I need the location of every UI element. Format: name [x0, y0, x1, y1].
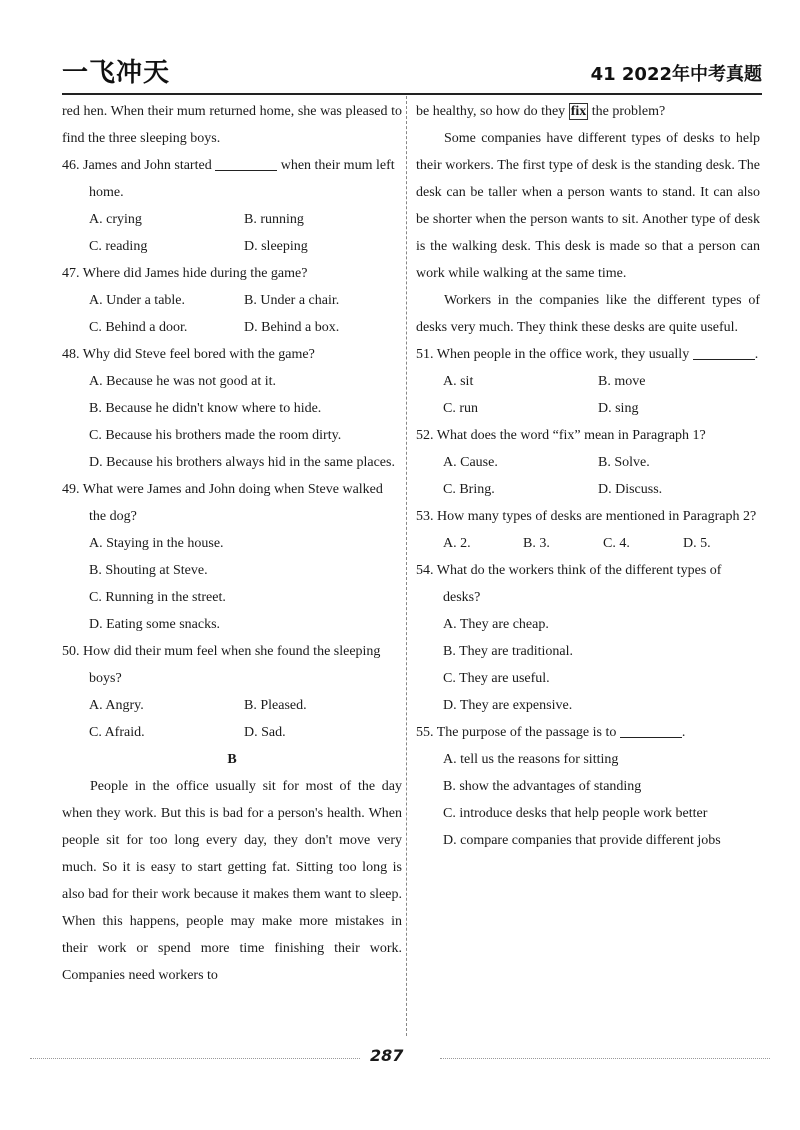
- option: B. They are traditional.: [443, 644, 573, 659]
- option: C. introduce desks that help people work better: [443, 806, 708, 821]
- section-heading: B: [227, 752, 237, 767]
- question-48: 48. Why did Steve feel bored with the game? A. Because he was not good at it. B. Because he didn't know where to hide. C. Because his brothers made the room dirty. D. Because his brothers always hid in the same places.: [62, 341, 402, 476]
- option: C. They are useful.: [443, 671, 550, 686]
- page-header: [62, 50, 762, 94]
- page-number: 287: [370, 1046, 404, 1065]
- option: A. They are cheap.: [443, 617, 549, 632]
- column-divider: [406, 96, 407, 1036]
- option: A. Cause.: [443, 455, 498, 470]
- option: A. Because he was not good at it.: [89, 374, 277, 389]
- header-title: 41 2022年中考真题: [590, 64, 762, 85]
- right-column: [416, 98, 760, 854]
- question-50: 50. How did their mum feel when she found the sleeping boys? A. Angry. B. Pleased. C. Afraid. D. Sad.: [62, 638, 402, 746]
- option: A. 2.: [443, 536, 471, 551]
- option: B. Under a chair.: [244, 293, 340, 308]
- question-54: 54. What do the workers think of the different types of desks? A. They are cheap. B. They are traditional. C. They are useful. D. They are expensive.: [416, 557, 760, 719]
- option: D. sleeping: [244, 239, 308, 254]
- option: A. sit: [443, 374, 474, 389]
- left-column: [62, 98, 402, 989]
- option: C. Because his brothers made the room dirty.: [89, 428, 342, 443]
- option: C. reading: [89, 239, 148, 254]
- option: D. Discuss.: [598, 482, 663, 497]
- passage-b-paragraph-1: People in the office usually sit for most of the day when they work. But this is bad for a person's health. When people sit for too long every day, they don't move very much. So it is easy to start getting fat. Sitting too long is also bad for their work because it makes them want to sleep. When this happens, people may make more mistakes in their work or spend more time finishing their work. Companies need workers to: [62, 779, 402, 983]
- question-52: 52. What does the word “fix” mean in Paragraph 1? A. Cause. B. Solve. C. Bring. D. Discuss.: [416, 422, 760, 503]
- option: C. run: [443, 401, 478, 416]
- footer-rule-right: [440, 1058, 770, 1059]
- brand-logo: 一飞冲天: [62, 58, 171, 88]
- question-55: 55. The purpose of the passage is to . A. tell us the reasons for sitting B. show the advantages of standing C. introduce desks that help people work better D. compare companies that provide different jobs: [416, 719, 760, 854]
- option: C. 4.: [603, 536, 630, 551]
- option: C. Behind a door.: [89, 320, 188, 335]
- option: D. Because his brothers always hid in the same places.: [89, 455, 395, 470]
- highlighted-word: fix: [570, 104, 587, 119]
- option: C. Bring.: [443, 482, 495, 497]
- option: D. compare companies that provide different jobs: [443, 833, 721, 848]
- passage-a-end: red hen. When their mum returned home, she was pleased to find the three sleeping boys.: [62, 104, 402, 146]
- answer-blank: [693, 345, 755, 360]
- option: C. Afraid.: [89, 725, 145, 740]
- question-49: 49. What were James and John doing when Steve walked the dog? A. Staying in the house. B. Shouting at Steve. C. Running in the street. D. Eating some snacks.: [62, 476, 402, 638]
- option: A. Angry.: [89, 698, 144, 713]
- question-53: 53. How many types of desks are mentioned in Paragraph 2? A. 2. B. 3. C. 4. D. 5.: [416, 503, 760, 557]
- question-51: 51. When people in the office work, they usually . A. sit B. move C. run D. sing: [416, 341, 760, 422]
- option: B. Because he didn't know where to hide.: [89, 401, 322, 416]
- passage-b-paragraph-1-end: be healthy, so how do they fix the problem?: [416, 104, 666, 119]
- footer-rule-left: [30, 1058, 360, 1059]
- option: B. Pleased.: [244, 698, 307, 713]
- answer-blank: [215, 156, 277, 171]
- option: C. Running in the street.: [89, 590, 226, 605]
- option: B. Shouting at Steve.: [89, 563, 208, 578]
- passage-b-paragraph-2: Some companies have different types of desks to help their workers. The first type of desk is the standing desk. The desk can be taller when a person wants to stand. It can also be shorter when the person wants to sit. Another type of desk is the walking desk. This desk is made so that a person can work while walking at the same time.: [416, 131, 760, 281]
- option: D. 5.: [683, 536, 711, 551]
- option: B. running: [244, 212, 304, 227]
- option: D. They are expensive.: [443, 698, 573, 713]
- option: B. 3.: [523, 536, 550, 551]
- option: D. Behind a box.: [244, 320, 340, 335]
- option: D. Sad.: [244, 725, 286, 740]
- question-46: 46. James and John started when their mum left home. A. crying B. running C. reading D. sleeping: [62, 152, 402, 260]
- option: A. Staying in the house.: [89, 536, 224, 551]
- option: B. Solve.: [598, 455, 650, 470]
- option: D. Eating some snacks.: [89, 617, 221, 632]
- passage-b-paragraph-3: Workers in the companies like the different types of desks very much. They think these desks are quite useful.: [416, 293, 760, 335]
- header-rule: [62, 93, 762, 95]
- option: A. Under a table.: [89, 293, 186, 308]
- option: A. crying: [89, 212, 142, 227]
- option: B. move: [598, 374, 646, 389]
- option: B. show the advantages of standing: [443, 779, 642, 794]
- option: A. tell us the reasons for sitting: [443, 752, 619, 767]
- answer-blank: [620, 723, 682, 738]
- question-47: 47. Where did James hide during the game? A. Under a table. B. Under a chair. C. Behind a door. D. Behind a box.: [62, 260, 402, 341]
- option: D. sing: [598, 401, 639, 416]
